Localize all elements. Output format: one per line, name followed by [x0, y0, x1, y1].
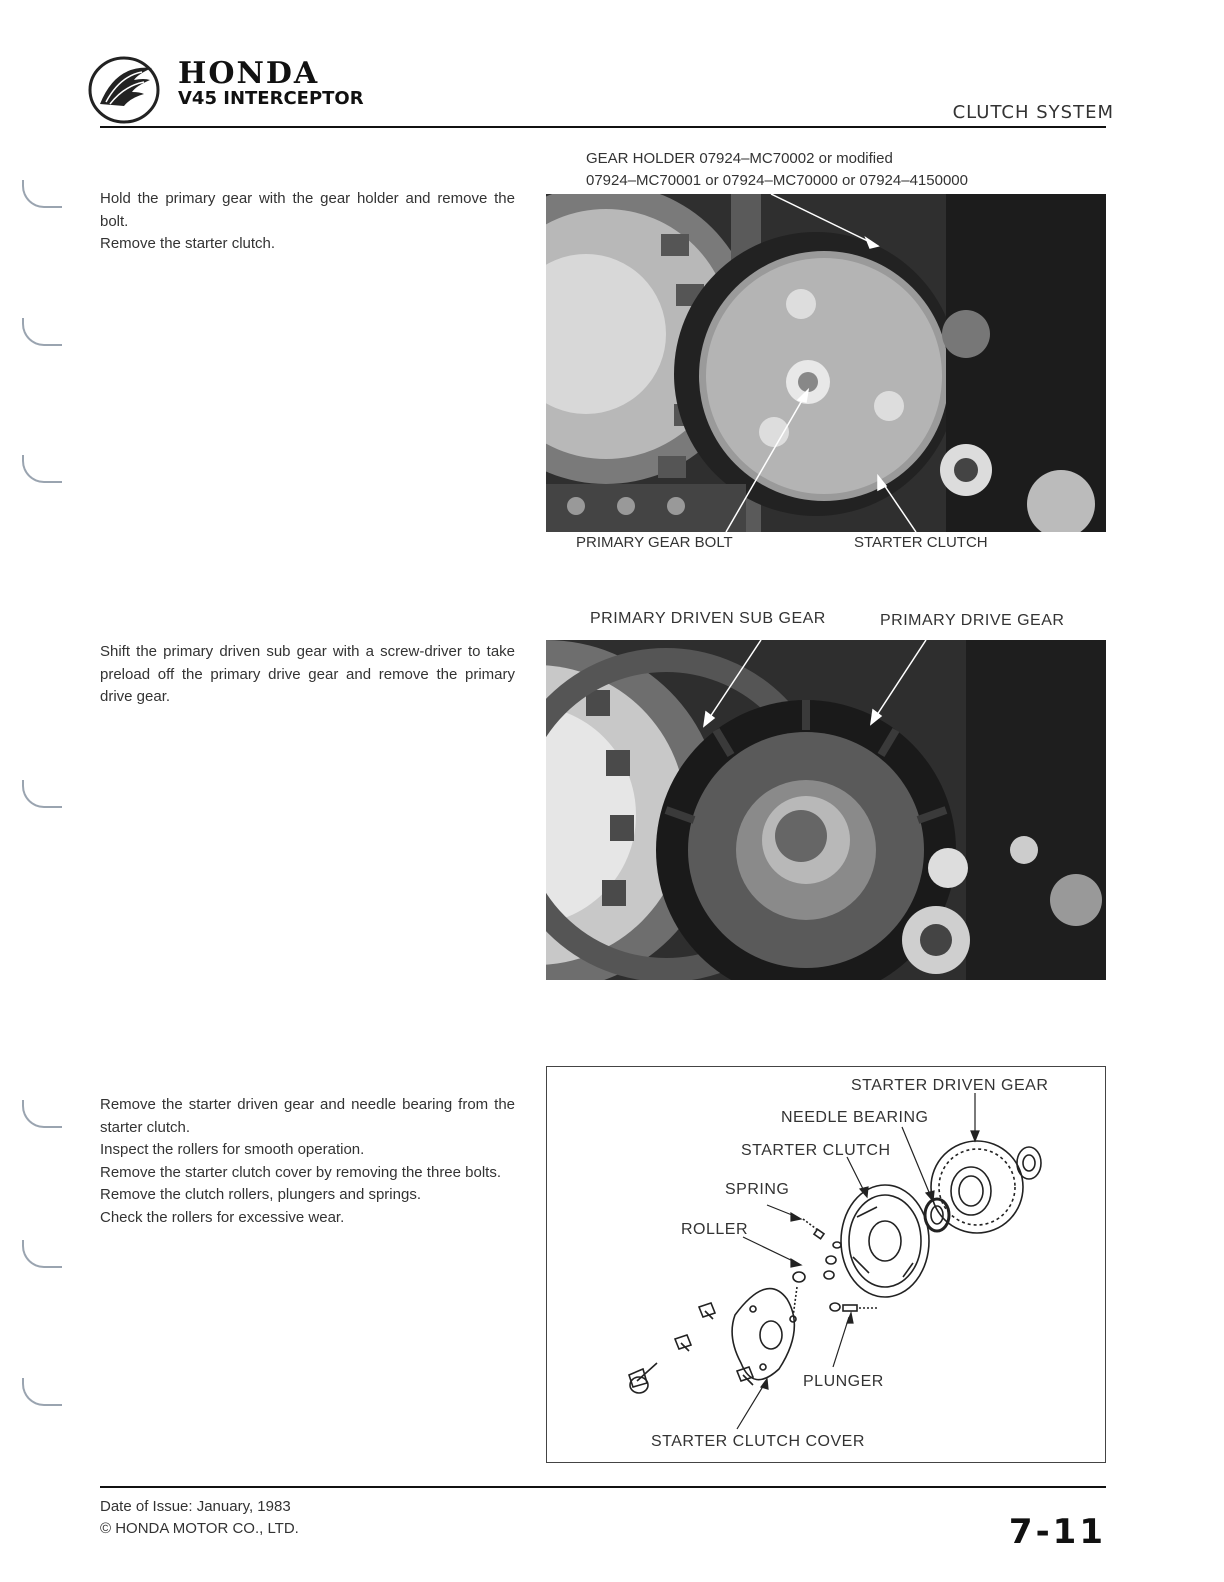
- photo1-caption-line1: GEAR HOLDER 07924–MC70002 or modified: [586, 150, 893, 167]
- label-starter-clutch: STARTER CLUTCH: [741, 1142, 891, 1159]
- photo-gear-holder: [546, 194, 1106, 532]
- binder-hole-mark: [22, 180, 62, 208]
- label-primary-gear-bolt: PRIMARY GEAR BOLT: [576, 534, 733, 551]
- instruction-line: Check the rollers for excessive wear.: [100, 1208, 345, 1226]
- label-starter-clutch: STARTER CLUTCH: [854, 534, 988, 551]
- instruction-line: Remove the starter driven gear and needle bearing from the starter clutch.: [100, 1096, 515, 1136]
- section-title: CLUTCH SYSTEM: [952, 102, 1114, 123]
- binder-hole-mark: [22, 1378, 62, 1406]
- step1-instructions: [100, 188, 515, 256]
- label-spring: SPRING: [725, 1181, 790, 1198]
- page-number: 7-11: [1008, 1512, 1106, 1552]
- photo-primary-drive-gear: [546, 640, 1106, 980]
- step2-instructions: [100, 641, 515, 709]
- brand-name: HONDA: [178, 56, 320, 91]
- binder-hole-mark: [22, 1240, 62, 1268]
- label-starter-driven-gear: STARTER DRIVEN GEAR: [851, 1077, 1049, 1094]
- label-starter-clutch-cover: STARTER CLUTCH COVER: [651, 1433, 865, 1450]
- footer-rule: [100, 1486, 1106, 1488]
- honda-wing-logo: [86, 54, 162, 126]
- label-roller: ROLLER: [681, 1221, 749, 1238]
- starter-clutch-exploded-diagram: [546, 1066, 1106, 1463]
- copyright: © HONDA MOTOR CO., LTD.: [100, 1520, 299, 1537]
- binder-hole-mark: [22, 1100, 62, 1128]
- binder-hole-mark: [22, 780, 62, 808]
- binder-hole-mark: [22, 318, 62, 346]
- label-needle-bearing: NEEDLE BEARING: [781, 1109, 929, 1126]
- step3-instructions: [100, 1094, 515, 1229]
- instruction-line: Remove the starter clutch.: [100, 235, 276, 252]
- label-primary-driven-sub-gear: PRIMARY DRIVEN SUB GEAR: [590, 610, 826, 627]
- label-primary-drive-gear: PRIMARY DRIVE GEAR: [880, 612, 1065, 629]
- issue-date: Date of Issue: January, 1983: [100, 1498, 291, 1515]
- photo1-caption-line2: 07924–MC70001 or 07924–MC70000 or 07924–4150000: [586, 172, 968, 189]
- instruction-line: Shift the primary driven sub gear with a screw-driver to take preload off the primary drive gear and remove the primary drive gear.: [100, 643, 515, 705]
- model-name: V45 INTERCEPTOR: [178, 88, 364, 109]
- header-rule: [100, 126, 1106, 128]
- instruction-line: Inspect the rollers for smooth operation.: [100, 1141, 365, 1158]
- instruction-line: Hold the primary gear with the gear holder and remove the bolt.: [100, 190, 515, 230]
- binder-hole-mark: [22, 455, 62, 483]
- instruction-line: Remove the starter clutch cover by removing the three bolts.: [100, 1163, 502, 1181]
- label-plunger: PLUNGER: [803, 1373, 884, 1390]
- instruction-line: Remove the clutch rollers, plungers and springs.: [100, 1186, 421, 1203]
